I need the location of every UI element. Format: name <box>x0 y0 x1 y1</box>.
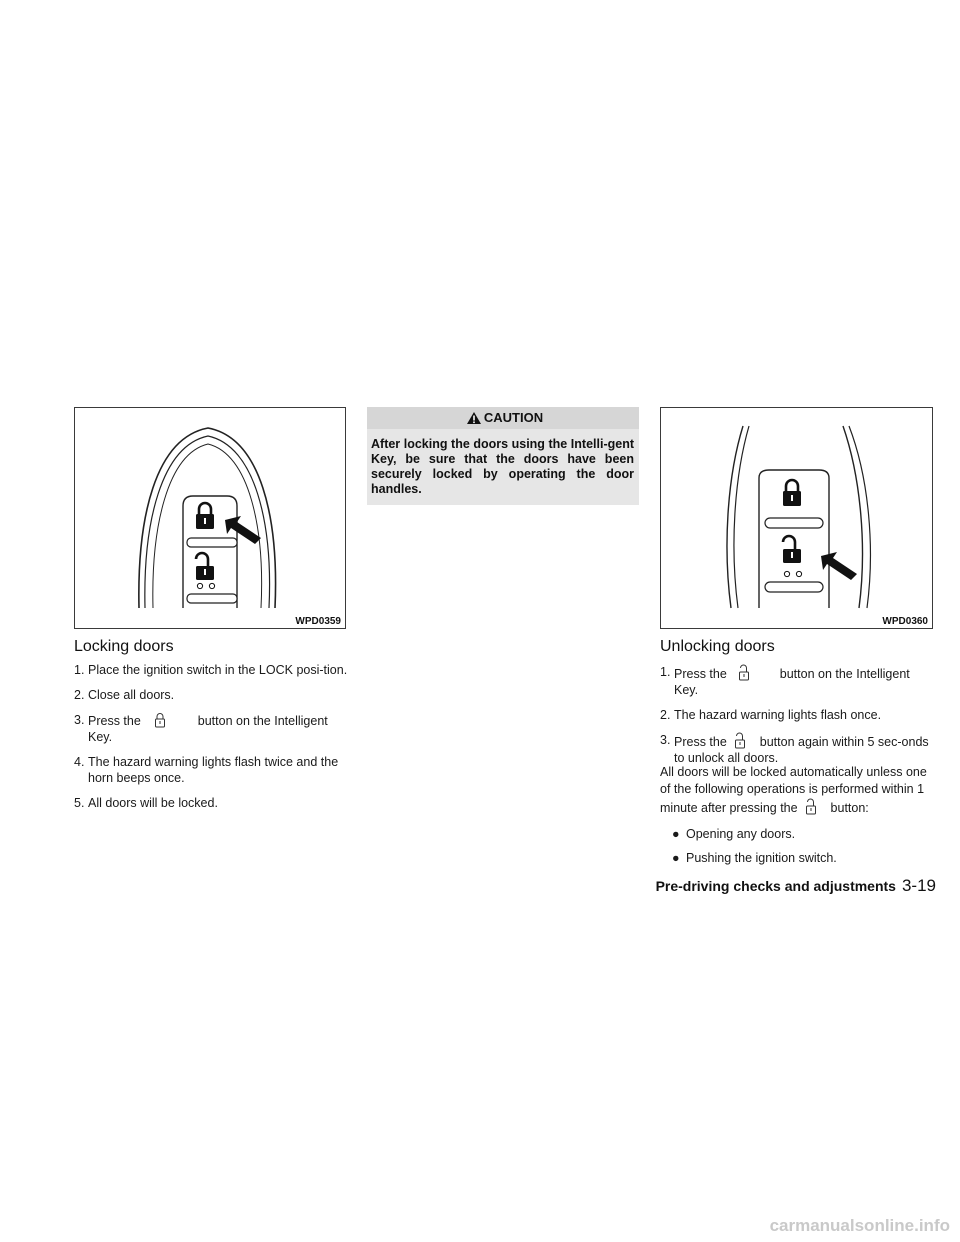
arrow-icon <box>821 552 857 580</box>
auto-lock-bullets <box>660 826 936 874</box>
list-item: 2. The hazard warning lights flash once. <box>660 708 882 722</box>
caution-box <box>367 407 639 505</box>
section-title: Pre-driving checks and adjustments <box>655 878 896 894</box>
unlock-icon <box>805 798 817 815</box>
lock-button-icon <box>783 480 801 506</box>
caution-header: CAUTION <box>367 407 639 429</box>
warning-icon <box>466 411 482 425</box>
lock-button-icon <box>196 503 214 529</box>
list-item: 4. The hazard warning lights flash twice and the horn beeps once. <box>74 755 339 785</box>
unlock-icon <box>734 732 746 749</box>
unlocking-doors-heading: Unlocking doors <box>660 638 775 655</box>
list-item: 5. All doors will be locked. <box>74 796 218 810</box>
list-item: 2. Close all doors. <box>74 688 175 702</box>
page-footer <box>656 876 936 896</box>
key-fob-unlock-illustration <box>661 408 932 628</box>
locking-figure <box>74 407 346 629</box>
figure-code: WPD0359 <box>295 616 341 627</box>
unlock-icon <box>738 664 750 681</box>
key-fob-lock-illustration <box>75 408 345 628</box>
watermark: carmanualsonline.info <box>769 1216 950 1235</box>
caution-text: After locking the doors using the Intelli-gent Key, be sure that the doors have been securely locked by operating the door handles. <box>367 429 639 505</box>
list-item: ● Pushing the ignition switch. <box>672 851 837 865</box>
list-item: ● Opening any doors. <box>672 827 796 841</box>
lock-icon <box>154 712 166 728</box>
figure-code: WPD0360 <box>882 616 928 627</box>
locking-doors-heading: Locking doors <box>74 638 174 655</box>
locking-steps <box>60 662 348 820</box>
unlocking-steps <box>646 664 936 775</box>
unlock-button-icon <box>783 536 802 577</box>
list-item: 3. Press the button on the Intelligent Key. <box>74 713 328 744</box>
unlock-button-icon <box>196 553 215 589</box>
list-item: 1. Press the button on the Intelligent Key. <box>660 665 910 697</box>
page-number: 3-19 <box>901 876 936 895</box>
unlocking-figure <box>660 407 933 629</box>
list-item: 1. Place the ignition switch in the LOCK posi-tion. <box>74 663 348 677</box>
list-item: 3. Press the button again within 5 sec-onds to unlock all doors. <box>660 733 929 765</box>
auto-lock-paragraph: All doors will be locked automatically unless one of the following operations is performed within 1 minute after pressing the button: <box>660 765 927 815</box>
